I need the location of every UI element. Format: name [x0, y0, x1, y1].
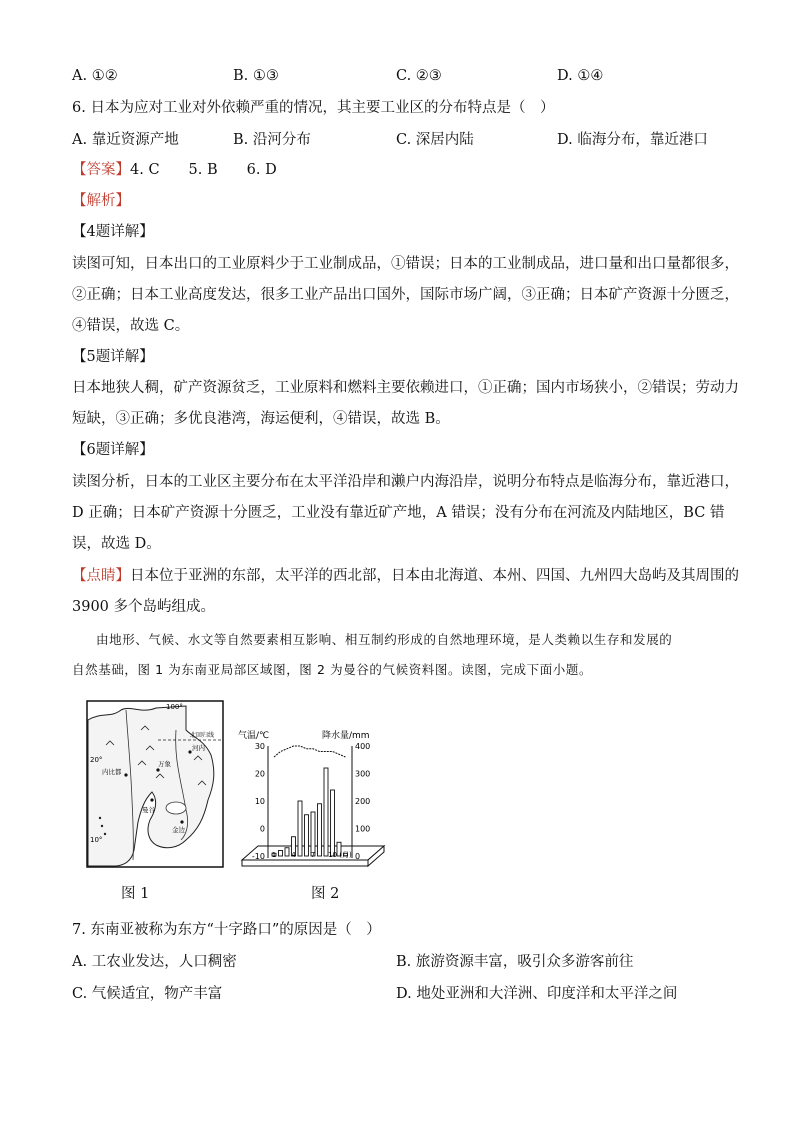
detail4-line2: ②正确；日本工业高度发达，很多工业产品出口国外，国际市场广阔，③正确；日本矿产资源十分匮乏，: [72, 287, 739, 303]
passage-line2: 自然基础，图 1 为东南亚局部区域图，图 2 为曼谷的气候资料图。读图，完成下面小题。: [72, 662, 593, 677]
x-tick-label: 1: [271, 851, 277, 859]
label-phnompenh: 金边: [172, 826, 185, 834]
detail5-title: 【5题详解】: [72, 349, 154, 365]
figure1-caption: 图 1: [121, 886, 150, 902]
answer-tag: 【答案】: [72, 162, 130, 178]
label-tropic: 北回归线: [190, 732, 215, 739]
q7-option-c: C. 气候适宜，物产丰富: [72, 986, 223, 1002]
q5-option-b: B. ①③: [233, 68, 279, 84]
q6-option-d: D. 临海分布，靠近港口: [557, 132, 708, 148]
figure2-climate-chart: [238, 726, 388, 872]
map-island: [101, 825, 103, 827]
city-vientiane: [156, 768, 159, 771]
precipitation-bar: [279, 851, 283, 857]
precipitation-bar: [285, 848, 289, 856]
left-tick-label: 0: [259, 824, 265, 834]
label-20deg: 20°: [90, 756, 103, 764]
point-line1: [72, 566, 739, 586]
passage-line1: 由地形、气候、水文等自然要素相互影响、相互制约形成的自然地理环境，是人类赖以生存和发展的: [96, 632, 673, 647]
point-text: 日本位于亚洲的东部，太平洋的西北部，日本由北海道、本州、四国、九州四大岛屿及其周围的: [130, 568, 739, 584]
label-naypyidaw: 内比都: [102, 768, 122, 776]
right-axis-label: 降水量/mm: [322, 731, 370, 741]
analysis-tag: 【解析】: [72, 193, 130, 209]
label-100deg: 100°: [166, 703, 183, 711]
label-hanoi: 河内: [192, 744, 205, 752]
detail4-line1: 读图可知，日本出口的工业原料少于工业制成品，①错误；日本的工业制成品，进口量和出口量都很多，: [72, 256, 739, 272]
right-tick-label: 0: [355, 852, 361, 861]
x-tick-label: 4: [291, 851, 296, 859]
detail6-line3: 误，故选 D。: [72, 536, 161, 552]
detail6-line2: D 正确；日本矿产资源十分匮乏，工业没有靠近矿产地，A 错误；没有分布在河流及内陆地区，BC 错: [72, 505, 725, 521]
label-vientiane: 万象: [158, 760, 171, 768]
q5-option-a: A. ①②: [72, 68, 118, 84]
precipitation-bar: [305, 815, 309, 856]
x-tick-label: 10: [328, 851, 337, 859]
x-tick-label: (月): [339, 851, 352, 859]
detail5-line1: 日本地狭人稠，矿产资源贫乏，工业原料和燃料主要依赖进口，①正确；国内市场狭小，②错误；劳动力: [72, 380, 739, 396]
precipitation-bar: [331, 790, 335, 856]
q6-option-a: A. 靠近资源产地: [72, 132, 179, 148]
detail6-title: 【6题详解】: [72, 442, 154, 458]
q7-option-b: B. 旅游资源丰富，吸引众多游客前往: [396, 954, 634, 970]
precipitation-bar: [311, 812, 315, 856]
city-phnompenh: [180, 820, 183, 823]
q6-stem: 6. 日本为应对工业对外依赖严重的情况，其主要工业区的分布特点是（ ）: [72, 100, 555, 116]
answer-text: 4. C 5. B 6. D: [130, 162, 277, 178]
figure1-map: [86, 700, 224, 868]
q7-stem: 7. 东南亚被称为东方“十字路口”的原因是（ ）: [72, 922, 381, 938]
label-10deg: 10°: [90, 836, 103, 844]
city-bangkok: [150, 798, 153, 801]
precipitation-bar: [298, 801, 302, 856]
q5-option-d: D. ①④: [557, 68, 604, 84]
q5-option-c: C. ②③: [396, 68, 442, 84]
detail4-line3: ④错误，故选 C。: [72, 318, 190, 334]
map-lake: [166, 802, 186, 814]
precipitation-bar: [318, 804, 322, 856]
temperature-curve: [274, 746, 346, 757]
left-tick-label: 30: [254, 742, 265, 751]
right-tick-label: 100: [355, 824, 371, 834]
left-axis-label: 气温/℃: [238, 731, 270, 741]
label-bangkok: 曼谷: [142, 806, 155, 814]
city-naypyidaw: [124, 773, 127, 776]
left-tick-label: -10: [251, 852, 265, 861]
right-tick-label: 400: [355, 742, 371, 751]
map-island: [99, 817, 101, 819]
right-tick-label: 200: [355, 797, 371, 806]
point-tag: 【点睛】: [72, 568, 130, 584]
detail5-line2: 短缺，③正确；多优良港湾，海运便利，④错误，故选 B。: [72, 411, 450, 427]
q7-option-a: A. 工农业发达，人口稠密: [72, 954, 237, 970]
map-island: [104, 833, 106, 835]
detail4-title: 【4题详解】: [72, 224, 154, 240]
answer-line: [72, 160, 277, 180]
right-tick-label: 300: [355, 769, 371, 779]
q7-option-d: D. 地处亚洲和大洋洲、印度洋和太平洋之间: [396, 986, 678, 1002]
q6-option-c: C. 深居内陆: [396, 132, 474, 148]
left-tick-label: 20: [254, 769, 265, 779]
detail6-line1: 读图分析，日本的工业区主要分布在太平洋沿岸和濑户内海沿岸，说明分布特点是临海分布，靠近港口，: [72, 474, 739, 490]
point-line2: 3900 多个岛屿组成。: [72, 599, 216, 615]
q6-option-b: B. 沿河分布: [233, 132, 311, 148]
left-tick-label: 10: [254, 797, 265, 806]
figure2-caption: 图 2: [311, 886, 340, 902]
x-tick-label: 7: [310, 851, 316, 859]
precipitation-bar: [324, 768, 328, 856]
